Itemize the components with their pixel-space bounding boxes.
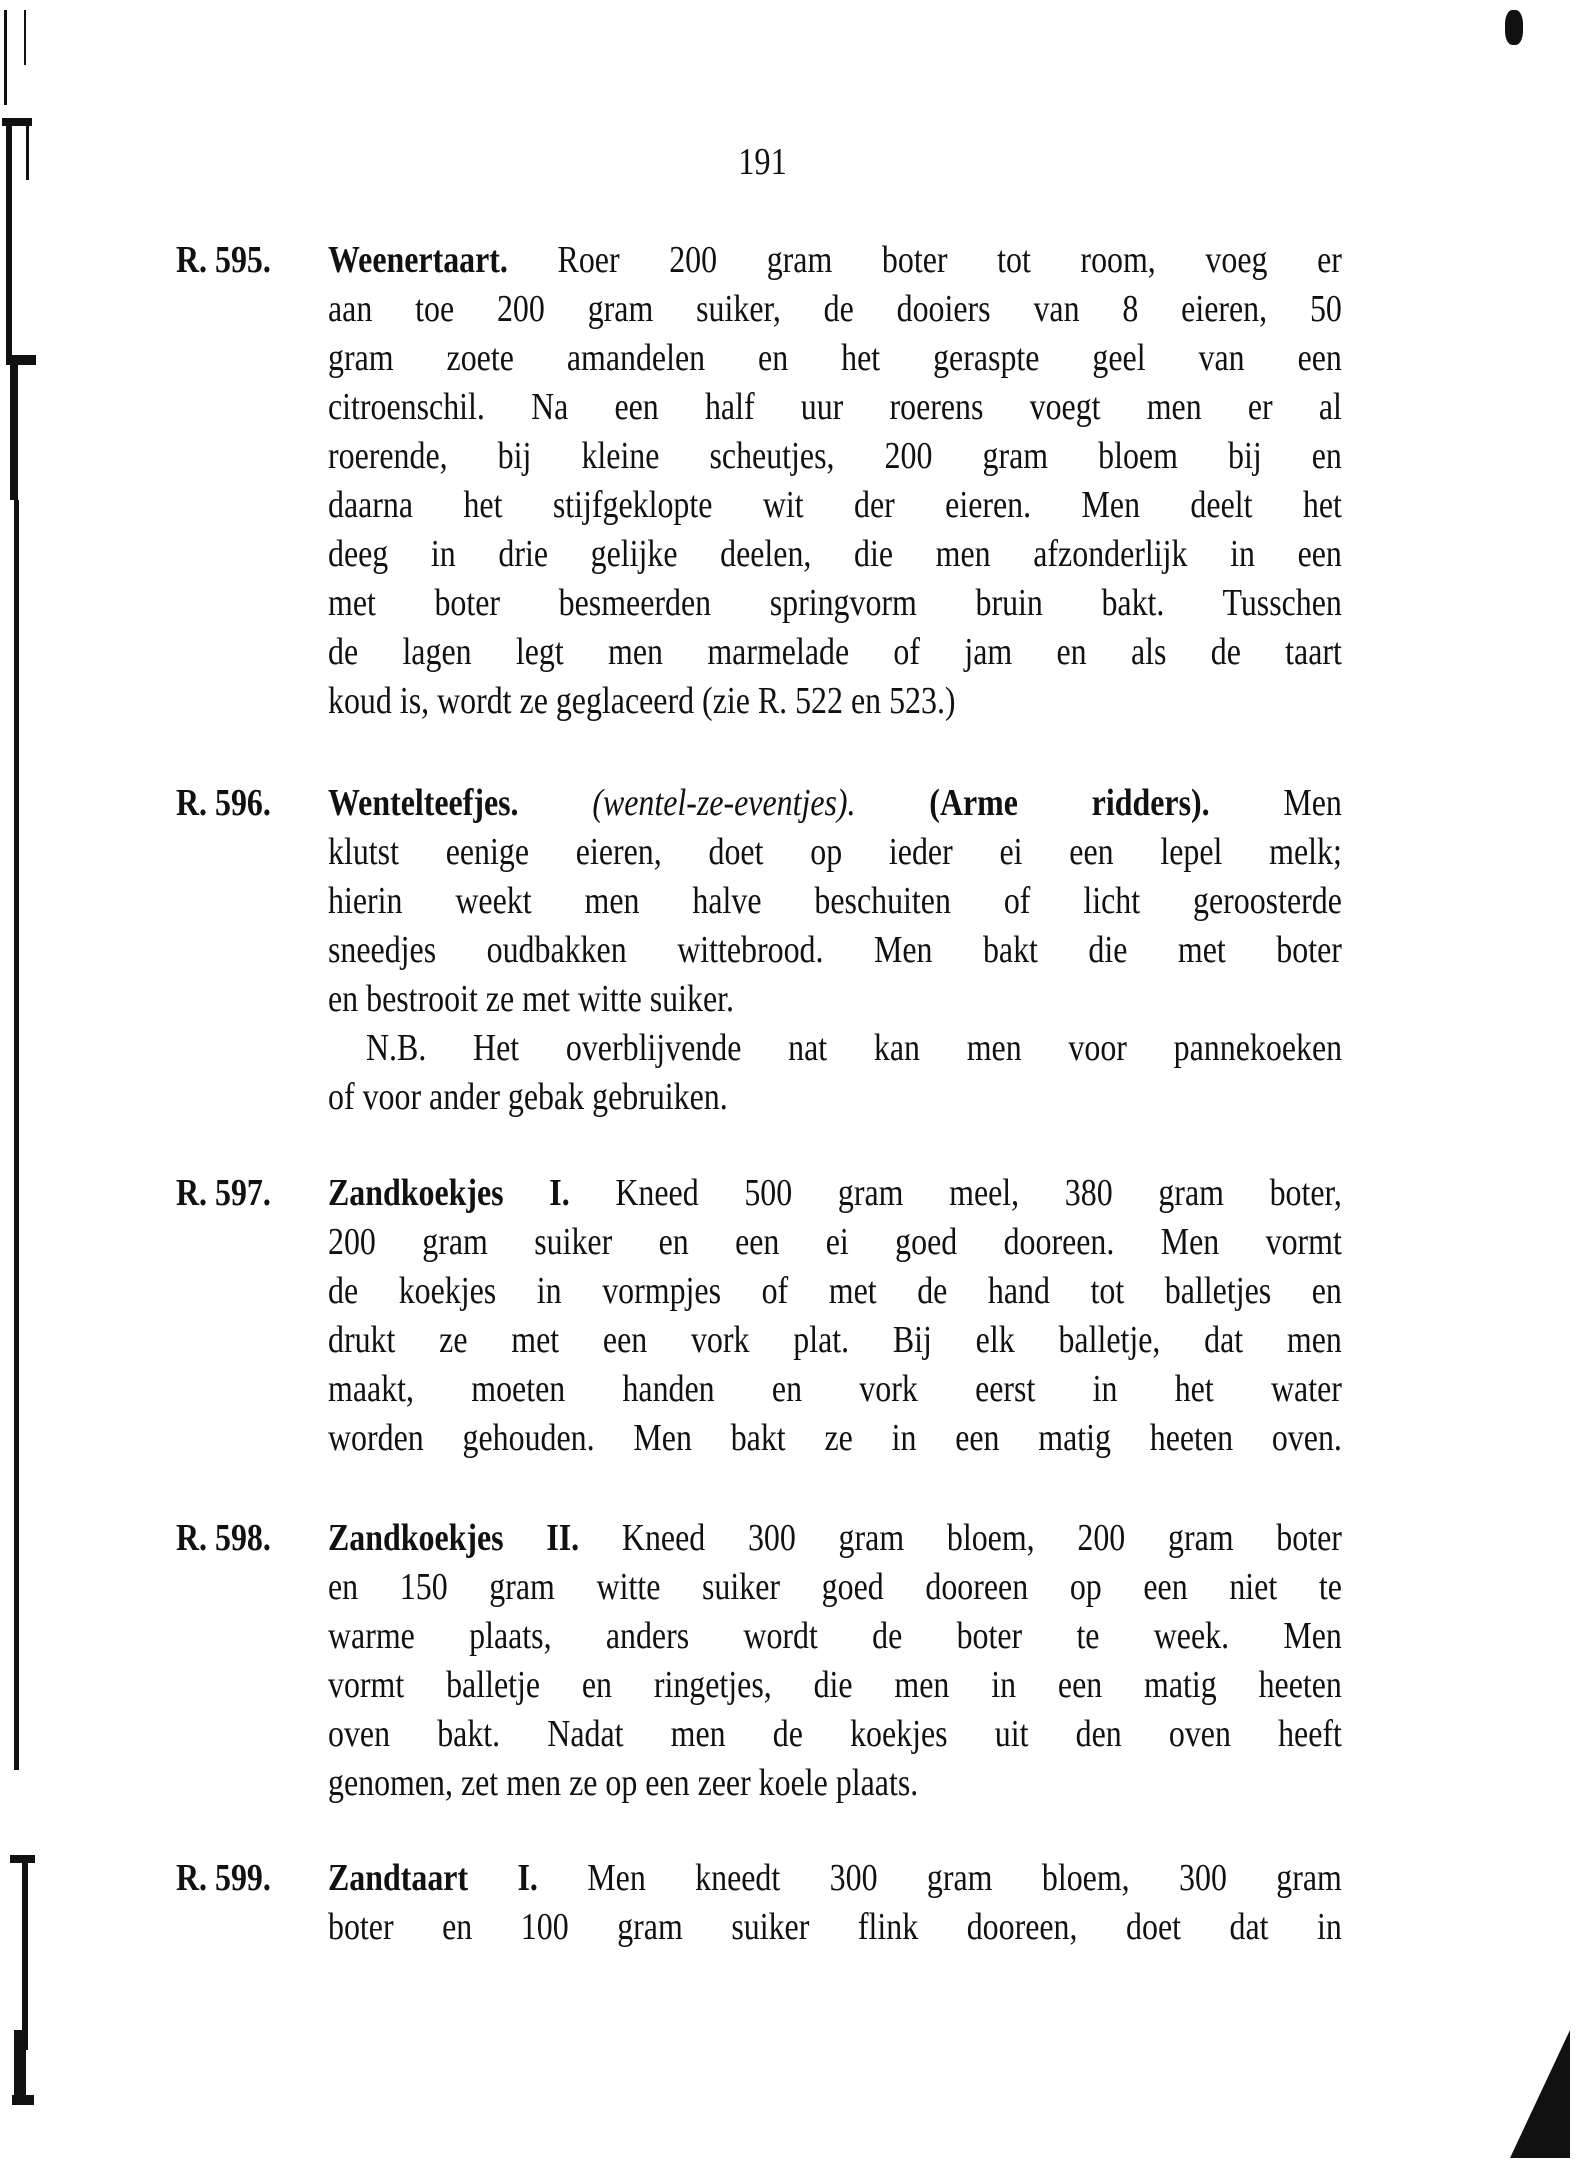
recipe-line bbox=[328, 877, 1342, 926]
line-text: en bestrooit ze met witte suiker. bbox=[328, 978, 734, 1020]
line-text: sneedjes oudbakken wittebrood. Men bakt die met boter bbox=[328, 929, 1342, 971]
line-text: Zandkoekjes II. Kneed 300 gram bloem, 200 gram boter bbox=[328, 1517, 1342, 1559]
recipe-label: R. 596. bbox=[176, 782, 271, 824]
recipe-line bbox=[328, 1612, 1342, 1661]
line-text: 200 gram suiker en een ei goed dooreen. Men vormt bbox=[328, 1221, 1342, 1263]
line-text: Zandtaart I. Men kneedt 300 gram bloem, 300 gram bbox=[328, 1857, 1342, 1899]
line-text: deeg in drie gelijke deelen, die men afzonderlijk in een bbox=[328, 533, 1342, 575]
recipe-line bbox=[328, 1854, 1342, 1903]
recipe-line bbox=[328, 828, 1342, 877]
recipe-line bbox=[328, 334, 1342, 383]
recipe-line bbox=[328, 1903, 1342, 1952]
line-text: de koekjes in vormpjes of met de hand tot balletjes en bbox=[328, 1270, 1342, 1312]
recipe-line bbox=[328, 975, 1342, 1024]
line-text: hierin weekt men halve beschuiten of licht geroosterde bbox=[328, 880, 1342, 922]
recipe-note-line bbox=[328, 1073, 1342, 1122]
recipe-line bbox=[328, 579, 1342, 628]
recipe-line bbox=[328, 1563, 1342, 1612]
recipe-label: R. 597. bbox=[176, 1172, 271, 1214]
recipe-line bbox=[328, 1661, 1342, 1710]
line-text: vormt balletje en ringetjes, die men in een matig heeten bbox=[328, 1664, 1342, 1706]
line-text: citroenschil. Na een half uur roerens voegt men er al bbox=[328, 386, 1342, 428]
page-number: 191 bbox=[737, 141, 787, 183]
recipe-line bbox=[328, 1365, 1342, 1414]
recipe-title: Zandkoekjes I. bbox=[328, 1172, 570, 1214]
recipe-title: Weenertaart. bbox=[328, 239, 508, 281]
line-text: klutst eenige eieren, doet op ieder ei een lepel melk; bbox=[328, 831, 1342, 873]
recipe-line bbox=[328, 1414, 1342, 1463]
recipe-line bbox=[328, 1169, 1342, 1218]
recipe-line bbox=[328, 926, 1342, 975]
recipe-line bbox=[328, 1514, 1342, 1563]
line-text: koud is, wordt ze geglaceerd (zie R. 522 en 523.) bbox=[328, 680, 956, 722]
line-text: of voor ander gebak gebruiken. bbox=[328, 1076, 728, 1118]
line-text: Zandkoekjes I. Kneed 500 gram meel, 380 gram boter, bbox=[328, 1172, 1342, 1214]
line-text: drukt ze met een vork plat. Bij elk balletje, dat men bbox=[328, 1319, 1342, 1361]
recipe-line bbox=[328, 1267, 1342, 1316]
line-text: boter en 100 gram suiker flink dooreen, doet dat in bbox=[328, 1906, 1342, 1948]
line-text: daarna het stijfgeklopte wit der eieren. Men deelt het bbox=[328, 484, 1342, 526]
scan-corner-triangle bbox=[1510, 2030, 1570, 2158]
line-text: met boter besmeerden springvorm bruin bakt. Tusschen bbox=[328, 582, 1342, 624]
recipe-label: R. 595. bbox=[176, 239, 271, 281]
recipe-line bbox=[328, 1759, 1342, 1808]
recipe-line bbox=[328, 677, 1342, 726]
line-text: oven bakt. Nadat men de koekjes uit den oven heeft bbox=[328, 1713, 1342, 1755]
recipe-note-line bbox=[328, 1024, 1342, 1073]
line-text: roerende, bij kleine scheutjes, 200 gram bloem bij en bbox=[328, 435, 1342, 477]
line-text: aan toe 200 gram suiker, de dooiers van 8 eieren, 50 bbox=[328, 288, 1342, 330]
recipe-line bbox=[328, 1218, 1342, 1267]
line-text: en 150 gram witte suiker goed dooreen op een niet te bbox=[328, 1566, 1342, 1608]
line-text: worden gehouden. Men bakt ze in een matig heeten oven. bbox=[328, 1417, 1342, 1459]
recipe-label: R. 599. bbox=[176, 1857, 271, 1899]
recipe-line bbox=[328, 285, 1342, 334]
recipe-line bbox=[328, 236, 1342, 285]
recipe-title: Zandkoekjes II. bbox=[328, 1517, 580, 1559]
recipe-line bbox=[328, 383, 1342, 432]
recipe-subtitle-italic: (wentel-ze-eventjes). bbox=[592, 782, 856, 824]
recipe-line bbox=[328, 1710, 1342, 1759]
line-text: Weenertaart. Roer 200 gram boter tot room, voeg er bbox=[328, 239, 1342, 281]
recipe-subtitle-bold: (Arme ridders). bbox=[929, 782, 1210, 824]
line-text: maakt, moeten handen en vork eerst in het water bbox=[328, 1368, 1342, 1410]
line-text: gram zoete amandelen en het geraspte geel van een bbox=[328, 337, 1342, 379]
line-text: de lagen legt men marmelade of jam en als de taart bbox=[328, 631, 1342, 673]
recipe-line bbox=[328, 481, 1342, 530]
recipe-label: R. 598. bbox=[176, 1517, 271, 1559]
recipe-line bbox=[328, 530, 1342, 579]
recipe-title: Wentelteefjes. bbox=[328, 782, 519, 824]
recipe-line bbox=[328, 1316, 1342, 1365]
recipe-line bbox=[328, 779, 1342, 828]
recipe-title: Zandtaart I. bbox=[328, 1857, 538, 1899]
line-text: Wentelteefjes. (wentel-ze-eventjes). (Arme ridders). Men bbox=[328, 782, 1342, 824]
recipe-line bbox=[328, 432, 1342, 481]
line-text: N.B. Het overblijvende nat kan men voor pannekoeken bbox=[366, 1027, 1343, 1069]
line-text: genomen, zet men ze op een zeer koele plaats. bbox=[328, 1762, 919, 1804]
recipe-line bbox=[328, 628, 1342, 677]
line-text: warme plaats, anders wordt de boter te week. Men bbox=[328, 1615, 1342, 1657]
